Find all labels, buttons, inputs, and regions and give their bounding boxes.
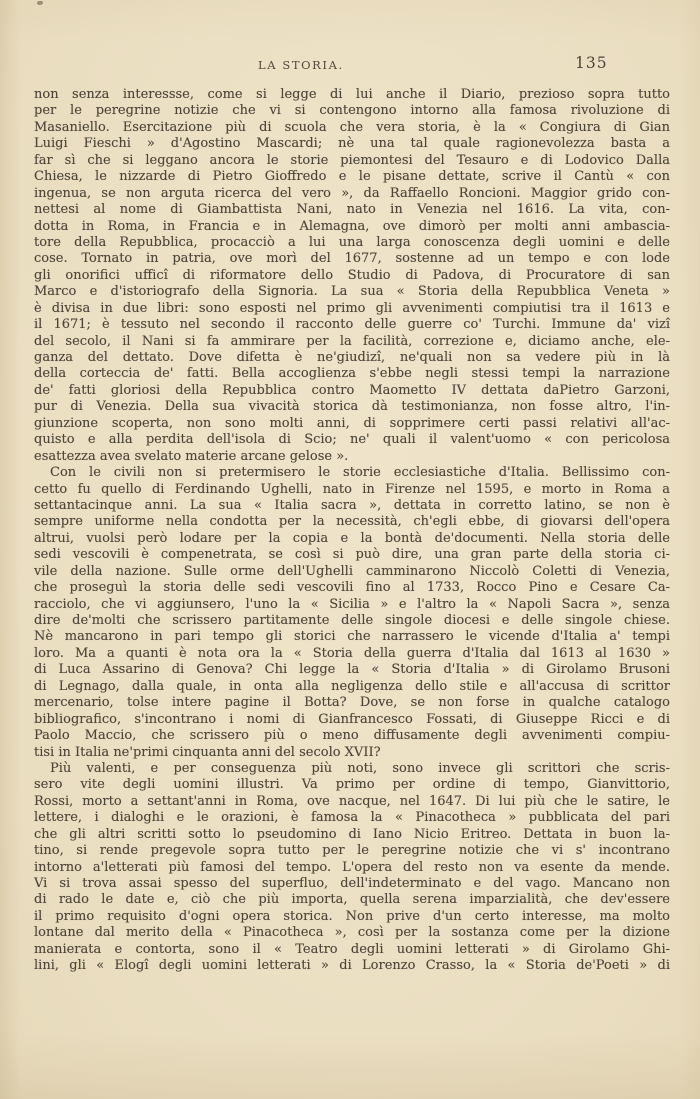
text-line: lini, gli « Elogî degli uomini letterati » di Lorenzo Crasso, la « Storia de'Poeti » di (34, 958, 670, 974)
text-line: pur di Venezia. Della sua vivacità storica dà testimonianza, non fosse altro, l'in- (34, 399, 670, 415)
text-line: manierata e contorta, sono il « Teatro degli uomini letterati » di Girolamo Ghi- (34, 941, 670, 957)
text-line: di rado le date e, ciò che più importa, quella serena imparzialità, che dev'essere (34, 892, 670, 908)
text-line: Luigi Fieschi » d'Agostino Mascardi; nè una tal quale ragionevolezza basta a (34, 136, 670, 152)
text-line: settantacinque anni. La sua « Italia sacra », dettata in corretto latino, se non è (34, 497, 670, 513)
text-line: nettesi al nome di Giambattista Nani, nato in Venezia nel 1616. La vita, con- (34, 202, 670, 218)
text-line: mercenario, tolse intere pagine il Botta? Dove, se non forse in qualche catalogo (34, 695, 670, 711)
text-line: racciolo, che vi aggiunsero, l'uno la « Sicilia » e l'altro la « Napoli Sacra », senza (34, 596, 670, 612)
text-line: Masaniello. Esercitazione più di scuola che vera storia, è la « Congiura di Gian (34, 119, 670, 135)
text-line: intorno a'letterati più famosi del tempo. L'opera del resto non va esente da mende. (34, 859, 670, 875)
text-line: bibliografico, s'incontrano i nomi di Gianfrancesco Fossati, di Giuseppe Ricci e di (34, 711, 670, 727)
text-line: Vi si trova assai spesso del superfluo, dell'indeterminato e del vago. Mancano non (34, 876, 670, 891)
text-line: vile della nazione. Sulle orme dell'Ughelli camminarono Niccolò Coletti di Venezia, (34, 563, 670, 579)
text-line: Marco e d'istoriografo della Signoria. La sua « Storia della Repubblica Veneta » (34, 284, 670, 300)
page-number: 135 (575, 54, 608, 72)
text-line: cose. Tornato in patria, ove morì del 1677, sostenne ad un tempo e con lode (34, 251, 670, 267)
text-line: gli onorifici ufficî di riformatore dello Studio di Padova, di Procuratore di san (34, 267, 670, 283)
running-title: LA STORIA. (258, 58, 344, 72)
text-line: il 1671; è tessuto nel secondo il racconto delle guerre co' Turchi. Immune da' vizî (34, 317, 670, 333)
text-line: loro. Ma a quanti è nota ora la « Storia della guerra d'Italia dal 1613 al 1630 » (34, 645, 670, 661)
text-line: dotta in Roma, in Francia e in Alemagna, ove dimorò per molti anni ambascia- (34, 218, 670, 234)
text-line: Rossi, morto a settant'anni in Roma, ove nacque, nel 1647. Di lui più che le satire, le (34, 793, 670, 809)
text-line: de' fatti gloriosi della Repubblica contro Maometto IV dettata daPietro Garzoni, (34, 382, 670, 398)
text-line: sedi vescovili è compenetrata, se così si può dire, una gran parte della storia ci- (34, 547, 670, 563)
text-line: Nè mancarono in pari tempo gli storici che narrassero le vicende d'Italia a' tempi (34, 629, 670, 645)
text-line: lettere, i dialoghi e le orazioni, è famosa la « Pinacotheca » pubblicata del pari (34, 810, 670, 826)
text-line: tore della Repubblica, procacciò a lui una larga conoscenza degli uomini e delle (34, 234, 670, 250)
text-line: è divisa in due libri: sono esposti nel primo gli avvenimenti compiutisi tra il 1613 e (34, 300, 670, 316)
text-line: per le peregrine notizie che vi si contengono intorno alla famosa rivoluzione di (34, 103, 670, 119)
text-line: Paolo Maccio, che scrissero più o meno diffusamente degli avvenimenti compiu- (34, 728, 670, 744)
text-line: tino, si rende pregevole sopra tutto per le peregrine notizie che vi s' incontrano (34, 843, 670, 859)
text-line: il primo requisito d'ogni opera storica. Non prive d'un certo interesse, ma molto (34, 908, 670, 924)
text-line: Più valenti, e per conseguenza più noti, sono invece gli scrittori che scris- (50, 760, 670, 776)
text-line: sero vite degli uomini illustri. Va primo per ordine di tempo, Gianvittorio, (34, 777, 670, 793)
text-line: esattezza avea svelato materie arcane gelose ». (34, 448, 349, 464)
text-line: dire de'molti che scrissero partitamente delle singole diocesi e delle singole chiese. (34, 613, 670, 628)
text-line: della corteccia de' fatti. Bella accoglienza s'ebbe negli stessi tempi la narrazione (34, 366, 670, 382)
text-line: cetto fu quello di Ferdinando Ughelli, nato in Firenze nel 1595, e morto in Roma a (34, 481, 670, 497)
text-line: giunzione scoperta, non sono molti anni, di sopprimere certi passi relativi all'ac- (34, 415, 670, 431)
text-line: che gli altri scritti sotto lo pseudomino di Iano Nicio Eritreo. Dettata in buon la- (34, 826, 670, 842)
text-line: quisto e alla perdita dell'isola di Scio; ne' quali il valent'uomo « con pericolosa (34, 432, 670, 448)
text-line: far sì che si leggano ancora le storie piemontesi del Tesauro e di Lodovico Dalla (34, 152, 670, 168)
text-line: tisi in Italia ne'primi cinquanta anni del secolo XVII? (34, 744, 381, 760)
text-line: ganza del dettato. Dove difetta è ne'giudizî, ne'quali non sa vedere più in là (34, 350, 670, 365)
scan-speck (37, 1, 43, 5)
text-line: Con le civili non si pretermisero le storie ecclesiastiche d'Italia. Bellissimo con- (50, 465, 670, 481)
text-line: Chiesa, le nizzarde di Pietro Gioffredo e le pisane dettate, scrive il Cantù « con (34, 169, 670, 185)
text-line: lontane dal merito della « Pinacotheca », così per la sostanza come per la dizione (34, 925, 670, 941)
text-line: ingenua, se non arguta ricerca del vero », da Raffaello Roncioni. Maggior grido con- (34, 185, 670, 201)
text-line: di Legnago, dalla quale, in onta alla negligenza dello stile e all'accusa di scrittor (34, 678, 670, 694)
text-line: del secolo, il Nani si fa ammirare per la facilità, correzione e, diciamo anche, ele- (34, 333, 670, 349)
body-text (34, 87, 670, 975)
text-line: altrui, vuolsi però lodare per la copia e la bontà de'documenti. Nella storia delle (34, 530, 670, 546)
text-line: di Luca Assarino di Genova? Chi legge la « Storia d'Italia » di Girolamo Brusoni (34, 662, 670, 678)
text-line: che proseguì la storia delle sedi vescovili fino al 1733, Rocco Pino e Cesare Ca- (34, 580, 670, 596)
text-line: non senza interessse, come si legge di lui anche il Diario, prezioso sopra tutto (34, 87, 670, 102)
text-line: sempre uniforme nella condotta per la necessità, ch'egli ebbe, di giovarsi dell'opera (34, 514, 670, 530)
